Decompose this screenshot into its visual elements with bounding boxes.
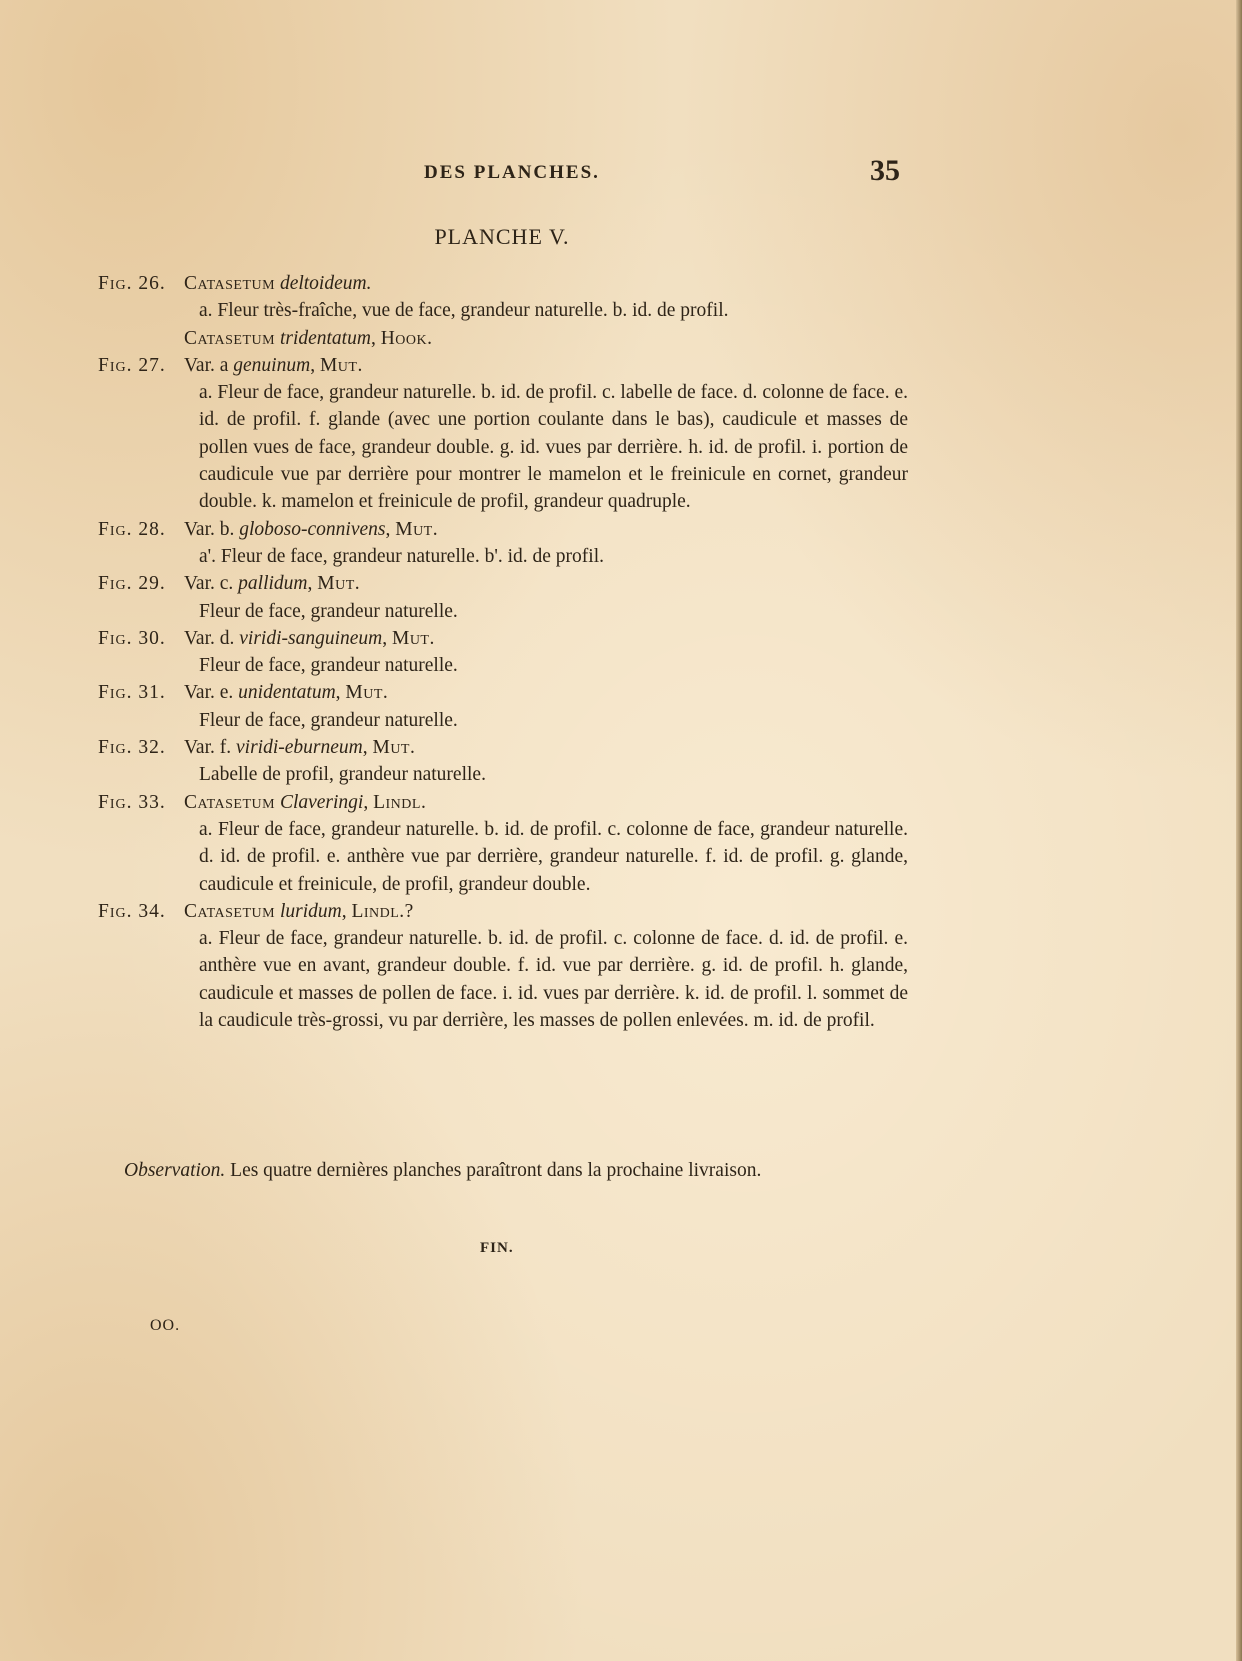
author-name: Lindl. [373, 791, 427, 813]
figure-description: a. Fleur très-fraîche, vue de face, grandeur naturelle. b. id. de profil. [199, 300, 729, 322]
signature-mark: OO. [150, 1317, 181, 1334]
fin-mark: FIN. [480, 1240, 514, 1256]
variety-label: Var. c. [184, 573, 234, 595]
variety-name: pallidum [238, 573, 308, 595]
figure-entry-28: Fig. 28. Var. b. globoso-connivens, Mut. a'. Fleur de face, grandeur naturelle. b'. id. de profil. [98, 516, 908, 571]
figure-entry-34: Fig. 34. Catasetum luridum, Lindl.? a. Fleur de face, grandeur naturelle. b. id. de profil. c. colonne de face. d. id. de profil. e. anthère vue en avant, grandeur double. f. id. vue par derrière. g. id. de profil. h. glande, caudicule et masses de pollen de face. i. id. vues par derrière. k. id. de profil. l. sommet de la caudicule très-grossi, vu par derrière, les masses de pollen enlevées. m. id. de profil. [98, 898, 908, 1034]
figure-entry-30: Fig. 30. Var. d. viridi-sanguineum, Mut. Fleur de face, grandeur naturelle. [98, 625, 908, 680]
page-number: 35 [870, 154, 900, 187]
page-edge [1236, 0, 1242, 1661]
author-name: Mut. [391, 627, 435, 649]
figure-entry-33: Fig. 33. Catasetum Claveringi, Lindl. a. Fleur de face, grandeur naturelle. b. id. de profil. c. colonne de face, grandeur naturelle. d. id. de profil. e. anthère vue par derrière, grandeur naturelle. f. id. de profil. g. glande, caudicule et freinicule, de profil, grandeur double. [98, 789, 908, 898]
variety-label: Var. d. [184, 627, 235, 649]
figure-description: Fleur de face, grandeur naturelle. [199, 655, 458, 677]
genus-name: Catasetum [184, 900, 276, 922]
variety-label: Var. a [184, 354, 229, 376]
observation-label: Observation. [124, 1160, 226, 1181]
figure-description: a. Fleur de face, grandeur naturelle. b. id. de profil. c. colonne de face, grandeur naturelle. d. id. de profil. e. anthère vue par derrière, grandeur naturelle. f. id. de profil. g. glande, caudicule et freinicule, de profil, grandeur double. [199, 818, 908, 895]
species-name: luridum [279, 900, 342, 922]
figure-description: Labelle de profil, grandeur naturelle. [199, 764, 486, 786]
variety-name: viridi-sanguineum [239, 627, 383, 649]
running-header [420, 154, 900, 188]
figure-entry-31: Fig. 31. Var. e. unidentatum, Mut. Fleur de face, grandeur naturelle. [98, 679, 908, 734]
figure-description: a'. Fleur de face, grandeur naturelle. b'. id. de profil. [199, 545, 604, 567]
variety-label: Var. e. [184, 682, 234, 704]
author-name: Mut. [317, 573, 361, 595]
genus-name: Catasetum [184, 327, 276, 349]
figure-entry-27: Catasetum tridentatum, Hook. Fig. 27. Var. a genuinum, Mut. a. Fleur de face, grandeur naturelle. b. id. de profil. c. labelle de face. d. colonne de face. e. id. de profil. f. glande (avec une portion coulante dans le bas), caudicule et masses de pollen vues de face, grandeur double. g. id. vues par derrière. h. id. de profil. i. portion de caudicule vue par derrière pour montrer le mamelon et le freinicule en cornet, grandeur double. k. mamelon et freinicule de profil, grandeur quadruple. [98, 325, 908, 516]
figure-description: Fleur de face, grandeur naturelle. [199, 600, 458, 622]
figure-label: Fig. 28. [98, 518, 166, 540]
species-subheading: Catasetum tridentatum, Hook. [184, 327, 433, 349]
author-name: Mut. [395, 518, 439, 540]
variety-name: globoso-connivens [239, 518, 386, 540]
variety-name: viridi-eburneum [236, 737, 363, 759]
genus-name: Catasetum [184, 273, 276, 294]
author-name: Mut. [319, 354, 363, 376]
author-name: Lindl.? [351, 900, 414, 922]
figure-entry-29: Fig. 29. Var. c. pallidum, Mut. Fleur de face, grandeur naturelle. [98, 570, 908, 625]
figure-label: Fig. 31. [98, 682, 166, 704]
figure-label: Fig. 32. [98, 737, 166, 759]
variety-label: Var. f. [184, 737, 232, 759]
observation-text: Les quatre dernières planches paraîtront dans la prochaine livraison. [230, 1160, 762, 1181]
figure-list [98, 270, 908, 1034]
variety-label: Var. b. [184, 518, 235, 540]
figure-description: a. Fleur de face, grandeur naturelle. b. id. de profil. c. colonne de face. d. id. de profil. e. anthère vue en avant, grandeur double. f. id. vue par derrière. g. id. de profil. h. glande, caudicule et masses de pollen de face. i. id. vues par derrière. k. id. de profil. l. sommet de la caudicule très-grossi, vu par derrière, les masses de pollen enlevées. m. id. de profil. [199, 928, 908, 1032]
variety-name: unidentatum [238, 682, 336, 704]
plate-title: PLANCHE V. [434, 224, 570, 249]
observation-note [124, 1160, 904, 1182]
genus-name: Catasetum [184, 791, 276, 813]
author-name: Mut. [345, 682, 389, 704]
figure-label: Fig. 30. [98, 627, 166, 649]
figure-label: Fig. 26. [98, 273, 166, 294]
figure-label: Fig. 33. [98, 791, 166, 813]
running-title: DES PLANCHES. [424, 162, 600, 183]
species-name: Claveringi [279, 791, 364, 813]
author-name: Hook. [380, 327, 433, 349]
author-name: Mut. [372, 737, 416, 759]
figure-label: Fig. 29. [98, 573, 166, 595]
figure-description: a. Fleur de face, grandeur naturelle. b. id. de profil. c. labelle de face. d. colonne de face. e. id. de profil. f. glande (avec une portion coulante dans le bas), caudicule et masses de pollen vues de face, grandeur double. g. id. vues par derrière. h. id. de profil. i. portion de caudicule vue par derrière pour montrer le mamelon et le freinicule en cornet, grandeur double. k. mamelon et freinicule de profil, grandeur quadruple. [199, 382, 908, 513]
figure-entry-32: Fig. 32. Var. f. viridi-eburneum, Mut. Labelle de profil, grandeur naturelle. [98, 734, 908, 789]
variety-name: genuinum [233, 354, 311, 376]
species-name: deltoideum. [279, 273, 372, 294]
figure-label: Fig. 34. [98, 900, 166, 922]
figure-entry-26 [98, 270, 908, 325]
species-name: tridentatum [279, 327, 371, 349]
figure-description: Fleur de face, grandeur naturelle. [199, 709, 458, 731]
figure-label: Fig. 27. [98, 354, 166, 376]
